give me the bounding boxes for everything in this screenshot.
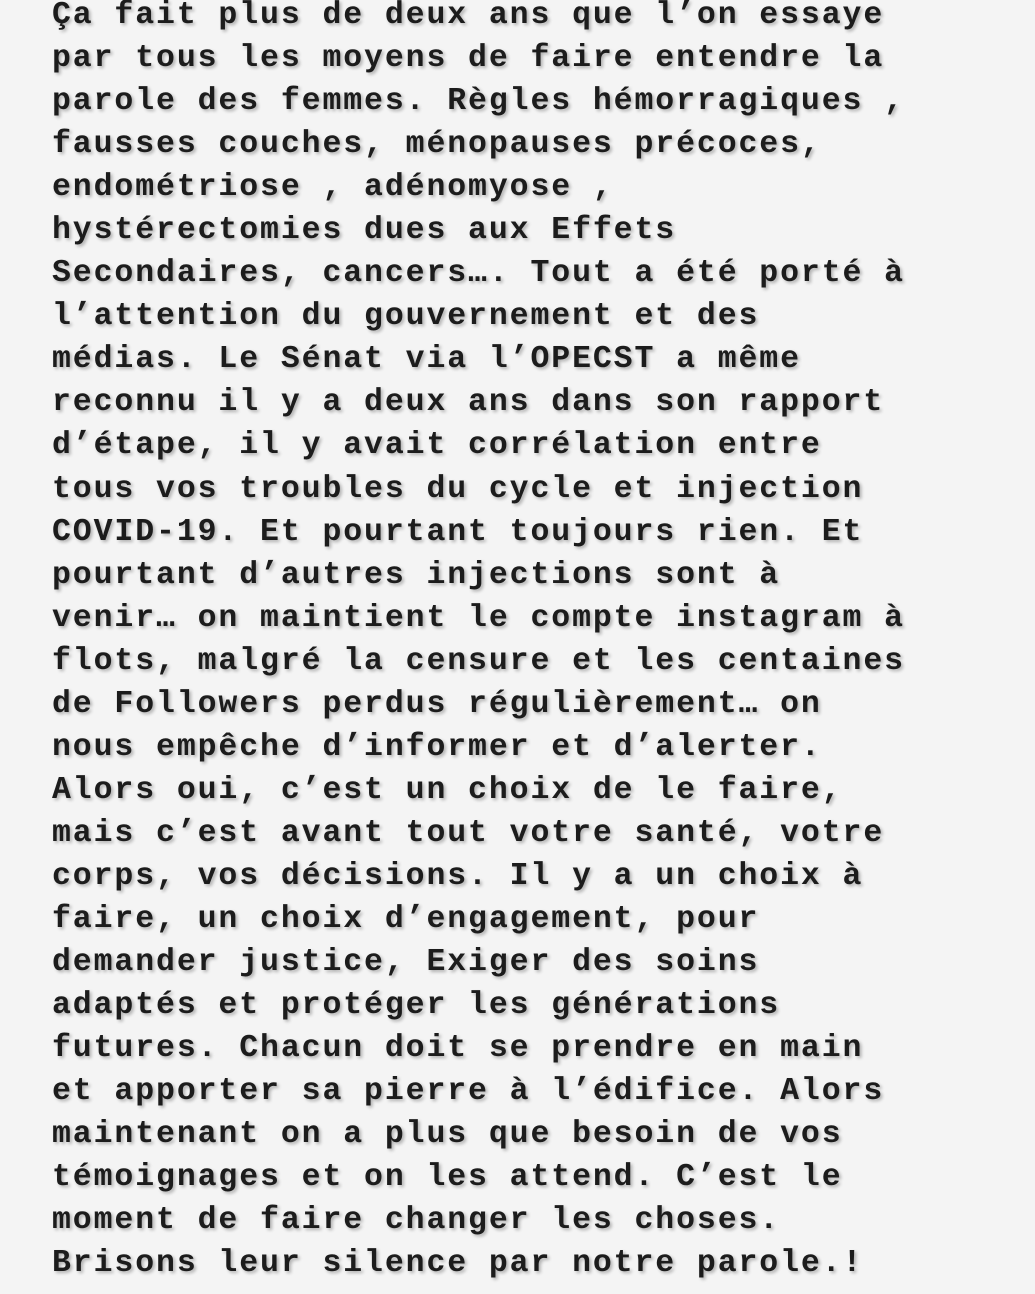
text-line: tous vos troubles du cycle et injection	[52, 471, 864, 507]
text-line: Ça fait plus de deux ans que l’on essaye	[52, 0, 885, 33]
text-line: futures. Chacun doit se prendre en main	[52, 1031, 864, 1067]
text-line: demander justice, Exiger des soins	[52, 945, 760, 981]
text-line: endométriose , adénomyose ,	[52, 170, 614, 206]
text-line: adaptés et protéger les générations	[52, 988, 781, 1024]
text-line: faire, un choix d’engagement, pour	[52, 901, 760, 937]
text-line: nous empêche d’informer et d’alerter.	[52, 729, 822, 765]
text-line: parole des femmes. Règles hémorragiques ,	[52, 84, 905, 120]
text-line: témoignages et on les attend. C’est le	[52, 1160, 843, 1196]
text-line: de Followers perdus régulièrement… on	[52, 686, 822, 722]
text-line: par tous les moyens de faire entendre la	[52, 41, 885, 77]
text-line: Secondaires, cancers…. Tout a été porté à	[52, 256, 905, 292]
text-line: Alors oui, c’est un choix de le faire,	[52, 772, 843, 808]
text-line: médias. Le Sénat via l’OPECST a même	[52, 342, 801, 378]
text-line: maintenant on a plus que besoin de vos	[52, 1117, 843, 1153]
text-line: pourtant d’autres injections sont à	[52, 557, 781, 593]
text-line: mais c’est avant tout votre santé, votre	[52, 815, 885, 851]
text-line: hystérectomies dues aux Effets	[52, 213, 677, 249]
text-line: l’attention du gouvernement et des	[52, 299, 760, 335]
text-line: d’étape, il y avait corrélation entre	[52, 428, 822, 464]
text-line: reconnu il y a deux ans dans son rapport	[52, 385, 885, 421]
text-line: venir… on maintient le compte instagram à	[52, 600, 905, 636]
text-line: fausses couches, ménopauses précoces,	[52, 127, 822, 163]
text-line: corps, vos décisions. Il y a un choix à	[52, 858, 864, 894]
text-line: flots, malgré la censure et les centaines	[52, 643, 905, 679]
story-text	[52, 0, 905, 1285]
text-line: et apporter sa pierre à l’édifice. Alors	[52, 1074, 885, 1110]
text-line: Brisons leur silence par notre parole.!	[52, 1246, 864, 1282]
text-line: COVID-19. Et pourtant toujours rien. Et	[52, 514, 864, 550]
text-line: moment de faire changer les choses.	[52, 1203, 781, 1239]
